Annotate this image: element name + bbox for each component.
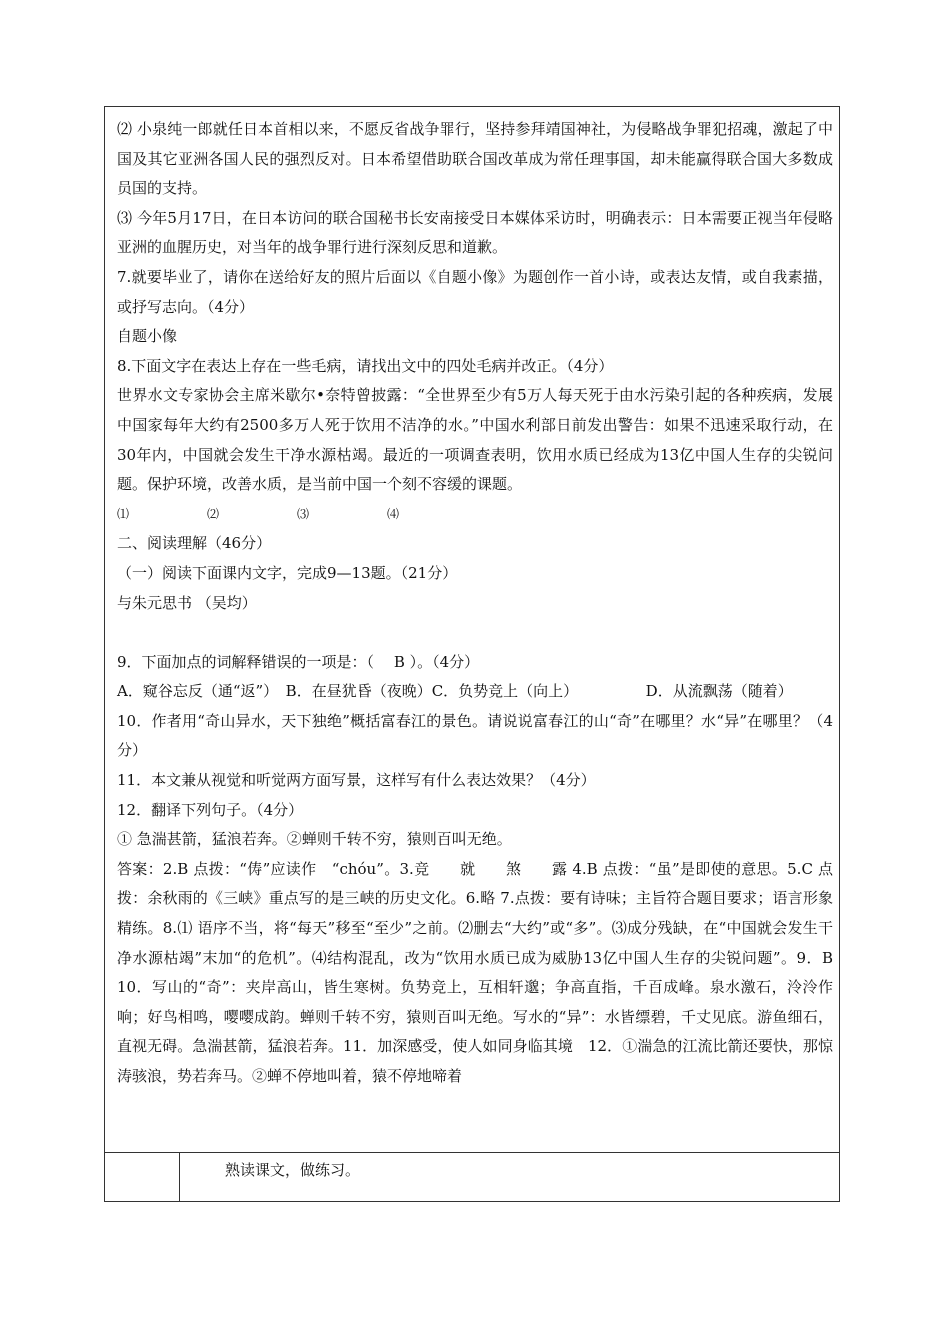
paragraph-2: ⑵ 小泉纯一郎就任日本首相以来，不愿反省战争罪行，坚持参拜靖国神社，为侵略战争罪犯招魂，激起了中国及其它亚洲各国人民的强烈反对。日本希望借助联合国改革成为常任理事国，却未能赢得联合国大多数成员国的支持。 [117,120,833,198]
homework-row [105,1152,839,1201]
question-12: 12．翻译下列句子。（4分） [117,800,304,819]
homework-text: 熟读课文，做练习。 [225,1161,361,1179]
poem-title: 自题小像 [117,327,178,346]
section-2-heading: 二、阅读理解（46分） [117,534,272,553]
answer-blanks [117,500,833,530]
main-content [117,115,833,1092]
homework-label-cell [105,1153,180,1201]
blank-1: ⑴ [117,506,130,521]
question-10: 10．作者用“奇山异水，天下独绝”概括富春江的景色。请说说富春江的山“奇”在哪里？水“异”在哪里？（4分） [117,711,833,760]
answer-key: 答案：2.B 点拨：“俦”应读作 “chóu”。3.竞 就 煞 露 4.B 点拨：“虽”是即使的意思。5.C 点拨：余秋雨的《三峡》重点写的是三峡的历史文化。6.略 7.点拨：要有诗味；主旨符合题目要求；语言形象精练。8.⑴ 语序不当，将“每天”移至“至少”之前。⑵删去“大约”或“多”。⑶成分残缺，在“中国就会发生干净水源枯竭”末加“的危机”。⑷结构混乱，改为“饮用水质已成为威胁13亿中国人生存的尖锐问题”。9．B 10．写山的“奇”：夹岸高山，皆生寒树。负势竞上，互相轩邈；争高直指，千百成峰。泉水激石，泠泠作响；好鸟相鸣，嘤嘤成韵。蝉则千转不穷，猿则百叫无绝。写水的“异”：水皆缥碧，千丈见底。游鱼细石，直视无碍。急湍甚箭，猛浪若奔。11．加深感受，使人如同身临其境 12．①湍急的江流比箭还要快，那惊涛骇浪，势若奔马。②蝉不停地叫着，猿不停地啼着 [117,859,833,1085]
question-8-text: 世界水文专家协会主席米歇尔•奈特曾披露：“全世界至少有5万人每天死于由水污染引起的各种疾病，发展中国家每年大约有2500多万人死于饮用不洁净的水。”中国水利部日前发出警告：如果不迅速采取行动，在30年内，中国就会发生干净水源枯竭。最近的一项调查表明，饮用水质已经成为13亿中国人生存的尖锐问题。保护环境，改善水质，是当前中国一个刻不容缓的课题。 [117,386,833,494]
question-12-items: ① 急湍甚箭，猛浪若奔。②蝉则千转不穷，猿则百叫无绝。 [117,830,512,849]
article-title: 与朱元思书 （吴均） [117,593,257,612]
question-9: 9．下面加点的词解释错误的一项是：（ B ）。（4分） [117,652,480,671]
document-table [104,106,840,1202]
blank-4: ⑷ [387,506,400,521]
blank-3: ⑶ [297,506,310,521]
question-8: 8.下面文字在表达上存在一些毛病，请找出文中的四处毛病并改正。（4分） [117,356,614,375]
blank-2: ⑵ [207,506,220,521]
question-7: 7.就要毕业了，请你在送给好友的照片后面以《自题小像》为题创作一首小诗，或表达友情，或自我素描，或抒写志向。（4分） [117,267,833,316]
question-9-options: A．窥谷忘反（通“返”） B．在昼犹昏（夜晚）C．负势竞上（向上） D．从流飘荡（随着） [117,682,793,701]
paragraph-3: ⑶ 今年5月17日，在日本访问的联合国秘书长安南接受日本媒体采访时，明确表示：日本需要正视当年侵略亚洲的血腥历史，对当年的战争罪行进行深刻反思和道歉。 [117,208,833,257]
question-11: 11．本文兼从视觉和听觉两方面写景，这样写有什么表达效果？（4分） [117,771,596,790]
spacer [117,618,833,648]
part-1-heading: （一）阅读下面课内文字，完成9—13题。（21分） [117,563,458,582]
